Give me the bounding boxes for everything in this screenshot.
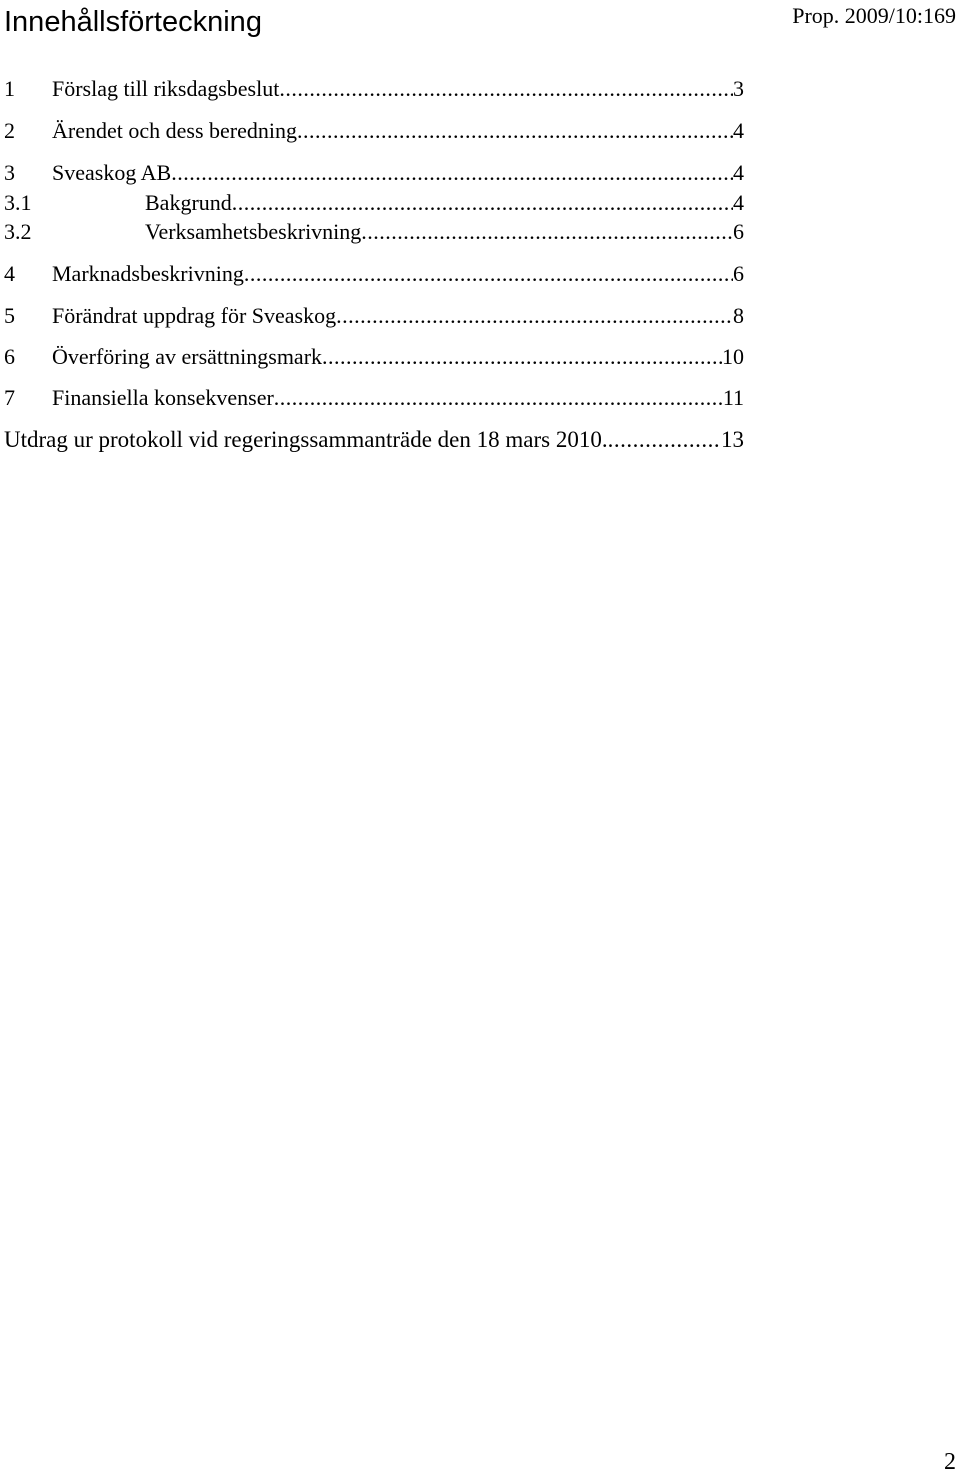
toc-entry-title: Verksamhetsbeskrivning [145, 219, 362, 244]
toc-entry-page: 8 [733, 303, 744, 328]
toc-entry-page: 4 [733, 190, 744, 215]
toc-entry-page: 3 [733, 76, 744, 101]
toc-entry-page: 6 [733, 219, 744, 244]
toc-dot-leader [608, 425, 721, 455]
toc-entry-appendix[interactable] [4, 425, 744, 455]
toc-dot-leader [361, 217, 733, 247]
toc-entry[interactable] [4, 217, 744, 247]
toc-entry[interactable] [4, 116, 744, 146]
toc-entry-number: 4 [4, 261, 15, 286]
toc-dot-leader [171, 158, 733, 188]
toc-entry-number: 3 [4, 160, 15, 185]
toc-entry-number: 3.1 [4, 190, 32, 215]
toc-entry-page: 13 [721, 427, 744, 452]
toc-entry-page: 10 [722, 344, 744, 369]
toc-entry[interactable] [4, 259, 744, 289]
toc-dot-leader [322, 342, 722, 372]
toc-entry-title: Ärendet och dess beredning [52, 118, 297, 143]
toc-dot-leader [244, 259, 733, 289]
toc-entry-number: 7 [4, 385, 15, 410]
toc-entry-number: 6 [4, 344, 15, 369]
toc-entry[interactable] [4, 74, 744, 104]
toc-dot-leader [336, 301, 733, 331]
toc-entry-title: Överföring av ersättningsmark [52, 344, 323, 369]
toc-entry[interactable] [4, 188, 744, 218]
toc-dot-leader [274, 383, 723, 413]
toc-entry[interactable] [4, 342, 744, 372]
toc-entry-number: 1 [4, 76, 15, 101]
page-number: 2 [944, 1449, 956, 1475]
toc-entry-title: Sveaskog AB [52, 160, 172, 185]
toc-entry-title: Förslag till riksdagsbeslut [52, 76, 280, 101]
toc-entry-number: 2 [4, 118, 15, 143]
toc-entry-page: 4 [733, 160, 744, 185]
toc-entry-title: Marknadsbeskrivning [52, 261, 244, 286]
proposition-reference: Prop. 2009/10:169 [792, 3, 956, 28]
toc-dot-leader [232, 188, 733, 218]
toc-entry-page: 11 [722, 385, 744, 410]
toc-entry-title: Bakgrund [145, 190, 232, 215]
toc-dot-leader [297, 116, 733, 146]
toc-entry[interactable] [4, 383, 744, 413]
page-title: Innehållsförteckning [4, 6, 262, 38]
toc-entry-number: 5 [4, 303, 15, 328]
toc-entry-title: Utdrag ur protokoll vid regeringssammanträde den 18 mars 2010. [4, 427, 608, 452]
toc-entry-title: Förändrat uppdrag för Sveaskog [52, 303, 337, 328]
toc-entry-number: 3.2 [4, 219, 32, 244]
toc-entry[interactable] [4, 301, 744, 331]
toc-entry-page: 4 [733, 118, 744, 143]
toc-entry-title: Finansiella konsekvenser [52, 385, 274, 410]
toc-entry[interactable] [4, 158, 744, 188]
toc-entry-page: 6 [733, 261, 744, 286]
toc-dot-leader [279, 74, 733, 104]
